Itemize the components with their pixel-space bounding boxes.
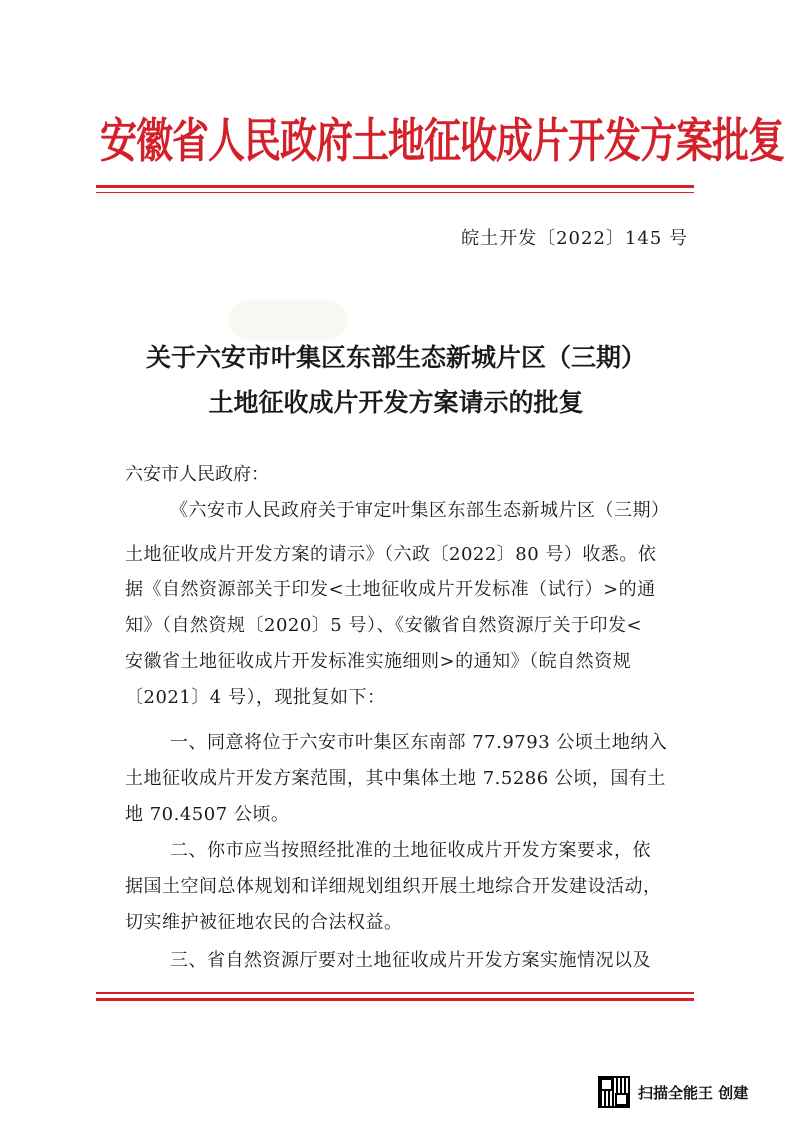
scanner-brand-text: 扫描全能王 创建 [638, 1083, 749, 1102]
red-rule-bottom-thick [96, 998, 694, 1001]
document-number: 皖土开发〔2022〕145 号 [461, 228, 688, 249]
body-line: 知》（自然资规〔2020〕5 号）、《安徽省自然资源厅关于印发< [125, 615, 643, 636]
body-line: 土地征收成片开发方案的请示》（六政〔2022〕80 号）收悉。依 [125, 544, 657, 565]
body-line: 据国土空间总体规划和详细规划组织开展土地综合开发建设活动， [125, 876, 662, 897]
body-line: 《六安市人民政府关于审定叶集区东部生态新城片区（三期） [170, 500, 670, 521]
red-rule-top-thin [96, 192, 694, 193]
faint-stamp-mark [228, 300, 348, 340]
qr-code-icon [598, 1076, 630, 1108]
body-line: 二、你市应当按照经批准的土地征收成片开发方案要求，依 [170, 840, 651, 861]
scanner-watermark [598, 1076, 748, 1108]
body-line: 土地征收成片开发方案范围，其中集体土地 7.5286 公顷，国有土 [125, 768, 666, 789]
body-line: 安徽省土地征收成片开发标准实施细则>的通知》（皖自然资规 [125, 651, 632, 672]
body-line: 据《自然资源部关于印发<土地征收成片开发标准（试行）>的通 [125, 579, 656, 600]
document-title-line-2: 土地征收成片开发方案请示的批复 [208, 388, 584, 417]
body-line: 三、省自然资源厅要对土地征收成片开发方案实施情况以及 [170, 950, 651, 971]
body-line: 切实维护被征地农民的合法权益。 [125, 912, 403, 933]
body-line: 一、同意将位于六安市叶集区东南部 77.9793 公顷土地纳入 [170, 732, 668, 753]
masthead-title: 安徽省人民政府土地征收成片开发方案批复 [100, 113, 784, 169]
red-rule-top-thick [96, 185, 694, 188]
body-line: 〔2021〕4 号），现批复如下： [125, 687, 386, 708]
body-line: 地 70.4507 公顷。 [125, 804, 290, 825]
document-title-line-1: 关于六安市叶集区东部生态新城片区（三期） [145, 343, 646, 372]
red-rule-bottom-thin [96, 992, 694, 994]
salutation: 六安市人民政府： [125, 464, 269, 485]
